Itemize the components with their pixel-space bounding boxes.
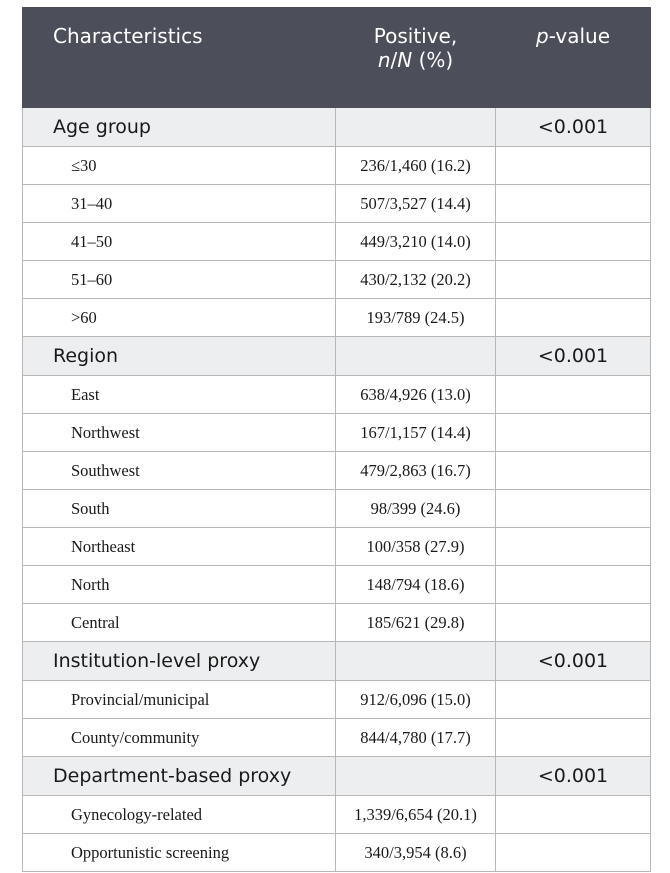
group-name: Department-based proxy: [23, 757, 336, 796]
table-row: [23, 796, 651, 834]
table-row: [23, 834, 651, 872]
row-label: Northwest: [23, 414, 336, 452]
table-row: [23, 528, 651, 566]
row-label: 41–50: [23, 223, 336, 261]
row-positive-value: 844/4,780 (17.7): [336, 719, 496, 757]
group-header-row: [23, 108, 651, 147]
row-label: Gynecology-related: [23, 796, 336, 834]
row-p-empty-cell: [496, 796, 651, 834]
row-label: Opportunistic screening: [23, 834, 336, 872]
group-empty-cell: [336, 108, 496, 147]
row-p-empty-cell: [496, 414, 651, 452]
group-p-value: <0.001: [496, 108, 651, 147]
header-pvalue-rest: -value: [548, 24, 610, 48]
table-row: [23, 223, 651, 261]
row-p-empty-cell: [496, 604, 651, 642]
table-row: [23, 376, 651, 414]
table-row: [23, 490, 651, 528]
table-row: [23, 566, 651, 604]
group-name: Region: [23, 337, 336, 376]
table-row: [23, 452, 651, 490]
table-row: [23, 261, 651, 299]
table-row: [23, 147, 651, 185]
row-label: 51–60: [23, 261, 336, 299]
row-label: 31–40: [23, 185, 336, 223]
header-positive: [336, 8, 496, 108]
table-row: [23, 299, 651, 337]
row-positive-value: 507/3,527 (14.4): [336, 185, 496, 223]
row-p-empty-cell: [496, 376, 651, 414]
row-positive-value: 167/1,157 (14.4): [336, 414, 496, 452]
row-label: Northeast: [23, 528, 336, 566]
row-positive-value: 449/3,210 (14.0): [336, 223, 496, 261]
row-label: North: [23, 566, 336, 604]
row-p-empty-cell: [496, 185, 651, 223]
row-p-empty-cell: [496, 452, 651, 490]
row-positive-value: 148/794 (18.6): [336, 566, 496, 604]
group-header-row: [23, 642, 651, 681]
row-positive-value: 100/358 (27.9): [336, 528, 496, 566]
header-positive-slash: /: [390, 48, 398, 72]
row-label: East: [23, 376, 336, 414]
header-positive-n: n: [377, 48, 391, 72]
header-pvalue: [496, 8, 651, 108]
header-positive-pct: (%): [412, 48, 454, 72]
group-empty-cell: [336, 337, 496, 376]
header-pvalue-p: p: [535, 24, 549, 48]
row-p-empty-cell: [496, 299, 651, 337]
row-p-empty-cell: [496, 261, 651, 299]
group-empty-cell: [336, 642, 496, 681]
group-p-value: <0.001: [496, 757, 651, 796]
row-positive-value: 236/1,460 (16.2): [336, 147, 496, 185]
row-positive-value: 912/6,096 (15.0): [336, 681, 496, 719]
row-p-empty-cell: [496, 147, 651, 185]
group-p-value: <0.001: [496, 642, 651, 681]
row-p-empty-cell: [496, 490, 651, 528]
row-positive-value: 185/621 (29.8): [336, 604, 496, 642]
row-positive-value: 98/399 (24.6): [336, 490, 496, 528]
table-header-row: [23, 8, 651, 108]
row-p-empty-cell: [496, 566, 651, 604]
row-label: County/community: [23, 719, 336, 757]
row-p-empty-cell: [496, 223, 651, 261]
header-positive-N: N: [397, 48, 413, 72]
table-row: [23, 414, 651, 452]
table-row: [23, 681, 651, 719]
row-label: ≤30: [23, 147, 336, 185]
row-label: Provincial/municipal: [23, 681, 336, 719]
row-p-empty-cell: [496, 834, 651, 872]
group-p-value: <0.001: [496, 337, 651, 376]
row-p-empty-cell: [496, 719, 651, 757]
table-row: [23, 604, 651, 642]
row-label: Southwest: [23, 452, 336, 490]
group-empty-cell: [336, 757, 496, 796]
group-header-row: [23, 337, 651, 376]
row-label: Central: [23, 604, 336, 642]
table-body: [23, 108, 651, 872]
row-positive-value: 340/3,954 (8.6): [336, 834, 496, 872]
table-row: [23, 719, 651, 757]
row-p-empty-cell: [496, 681, 651, 719]
characteristics-table: [22, 7, 651, 872]
header-characteristics: Characteristics: [23, 8, 336, 108]
row-positive-value: 479/2,863 (16.7): [336, 452, 496, 490]
row-label: >60: [23, 299, 336, 337]
group-header-row: [23, 757, 651, 796]
table-row: [23, 185, 651, 223]
row-positive-value: 638/4,926 (13.0): [336, 376, 496, 414]
row-positive-value: 193/789 (24.5): [336, 299, 496, 337]
header-positive-line1: Positive,: [373, 24, 458, 48]
group-name: Age group: [23, 108, 336, 147]
row-label: South: [23, 490, 336, 528]
row-positive-value: 430/2,132 (20.2): [336, 261, 496, 299]
row-p-empty-cell: [496, 528, 651, 566]
group-name: Institution-level proxy: [23, 642, 336, 681]
row-positive-value: 1,339/6,654 (20.1): [336, 796, 496, 834]
